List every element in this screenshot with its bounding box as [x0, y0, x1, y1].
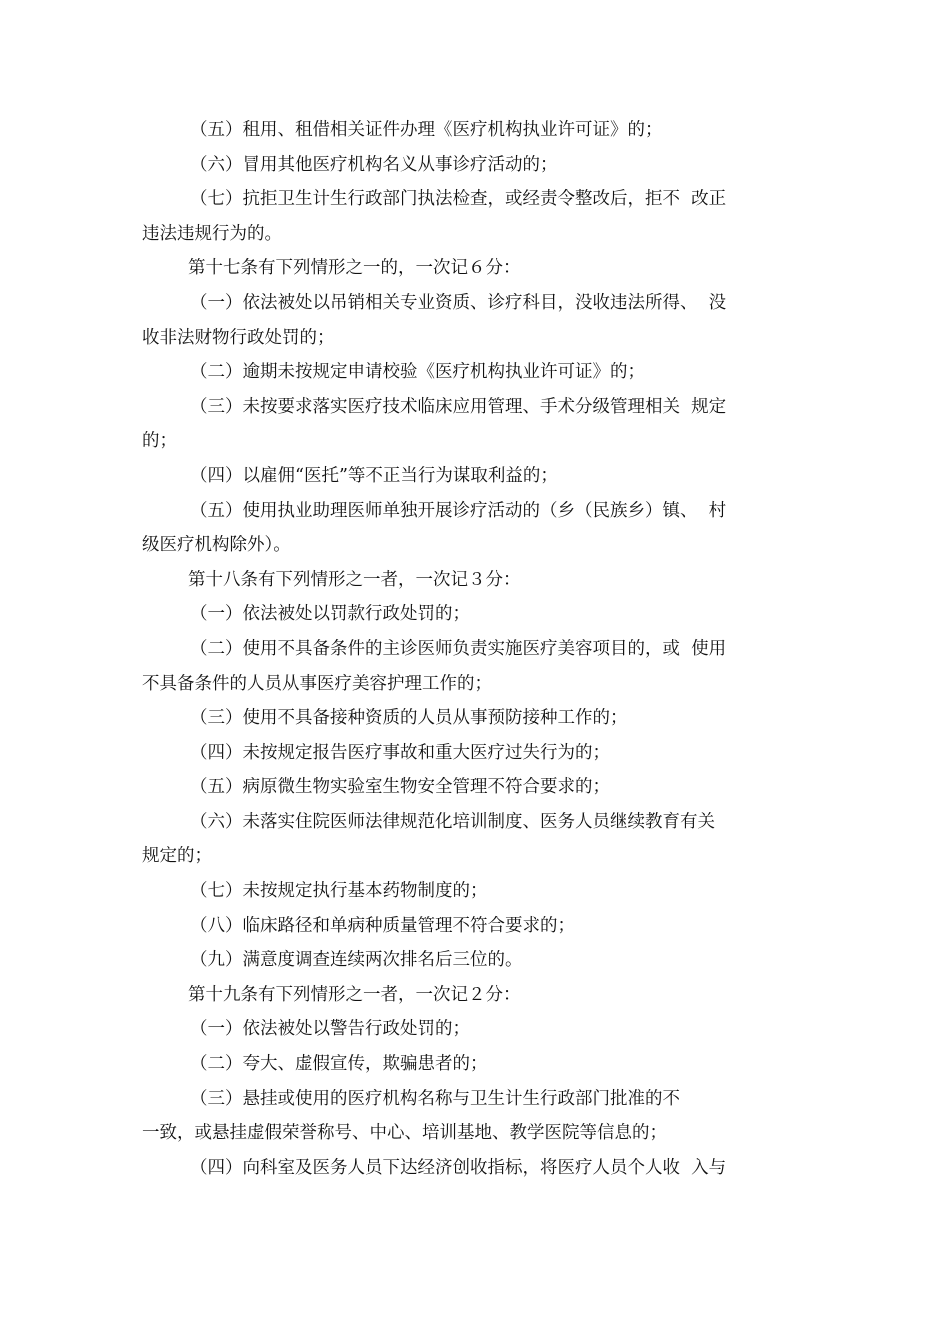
document-line: 一致，或悬挂虚假荣誉称号、中心、培训基地、教学医院等信息的；	[142, 1123, 667, 1144]
document-line: （二）夸大、虚假宣传，欺骗患者的；	[190, 1054, 488, 1075]
document-line: （四）以雇佣“医托”等不正当行为谋取利益的；	[190, 465, 558, 486]
document-line: （五）病原微生物实验室生物安全管理不符合要求的；	[190, 777, 610, 798]
document-line: （三）使用不具备接种资质的人员从事预防接种工作的；	[190, 708, 628, 729]
document-body	[142, 113, 822, 1185]
document-line: （六）未落实住院医师法律规范化培训制度、医务人员继续教育有关	[190, 811, 715, 832]
document-line: （一）依法被处以吊销相关专业资质、诊疗科目，没收违法所得、 没	[190, 292, 727, 313]
document-line: （五）租用、租借相关证件办理《医疗机构执业许可证》的；	[190, 120, 663, 140]
document-line: 不具备条件的人员从事医疗美容护理工作的；	[142, 673, 492, 694]
document-line: 规定的；	[142, 846, 212, 867]
document-line: （八）临床路径和单病种质量管理不符合要求的；	[190, 915, 575, 936]
document-line: （三）悬挂或使用的医疗机构名称与卫生计生行政部门批准的不	[190, 1088, 680, 1109]
document-line: （二）逾期未按规定申请校验《医疗机构执业许可证》的；	[190, 362, 645, 383]
document-line: 违法违规行为的。	[142, 223, 282, 244]
document-line: （七）抗拒卫生计生行政部门执法检查，或经责令整改后，拒不 改正	[190, 189, 727, 210]
document-line: （三）未按要求落实医疗技术临床应用管理、手术分级管理相关 规定	[190, 396, 727, 417]
document-line: 第十九条有下列情形之一者，一次记２分：	[188, 984, 521, 1005]
document-line: 级医疗机构除外）。	[142, 535, 291, 556]
document-line: 第十八条有下列情形之一者，一次记３分：	[188, 569, 521, 590]
document-line: （九）满意度调查连续两次排名后三位的。	[190, 950, 523, 971]
document-line: （四）未按规定报告医疗事故和重大医疗过失行为的；	[190, 742, 610, 763]
document-line: （六）冒用其他医疗机构名义从事诊疗活动的；	[190, 154, 558, 175]
document-line: 收非法财物行政处罚的；	[142, 327, 335, 348]
document-line: （五）使用执业助理医师单独开展诊疗活动的（乡（民族乡）镇、 村	[190, 500, 727, 521]
document-line: 第十七条有下列情形之一的，一次记６分：	[188, 258, 521, 279]
document-line: （四）向科室及医务人员下达经济创收指标，将医疗人员个人收 入与	[190, 1157, 727, 1178]
document-line: 的；	[142, 431, 177, 452]
document-line: （一）依法被处以罚款行政处罚的；	[190, 604, 470, 625]
document-line: （一）依法被处以警告行政处罚的；	[190, 1019, 470, 1040]
document-line: （二）使用不具备条件的主诊医师负责实施医疗美容项目的，或 使用	[190, 638, 727, 659]
document-line: （七）未按规定执行基本药物制度的；	[190, 881, 488, 902]
